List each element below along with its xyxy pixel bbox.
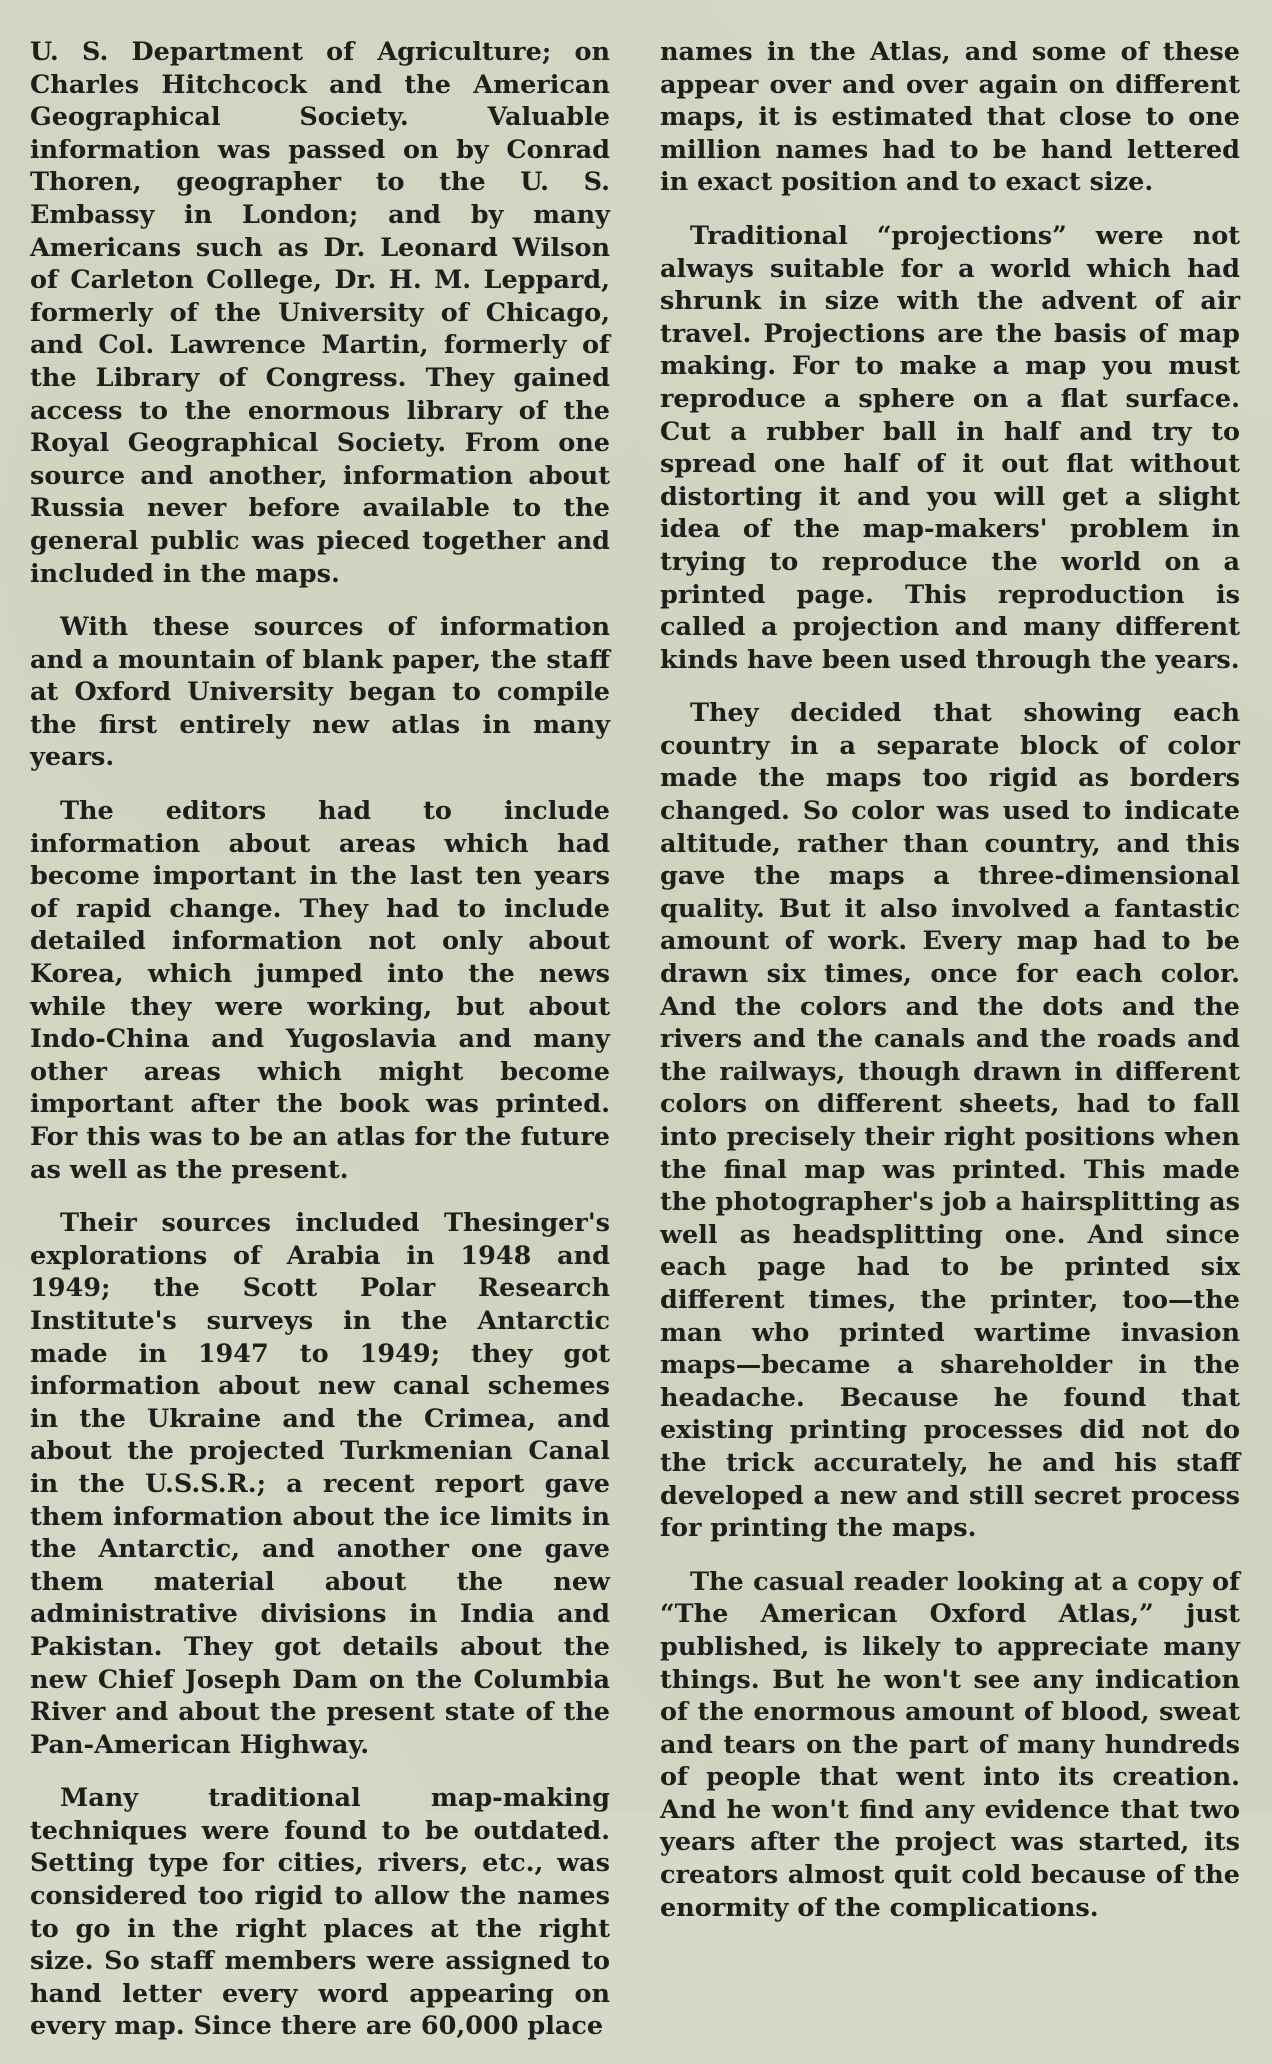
paragraph: Many traditional map-making techniques were found to be outdated. Setting type for cities, rivers, etc., was considered too rigid to allow the names to go in the right places at the right size. So staff members were assigned to hand letter every word appearing on every map. Since there are 60,000 place: [30, 1783, 610, 2042]
right-column: [660, 36, 1240, 1945]
paragraph: The editors had to include information about areas which had become important in the last ten years of rapid change. They had to include detailed information not only about Korea, which jumped into the news while they were working, but about Indo-China and Yugoslavia and many other areas which might become important after the book was printed. For this was to be an atlas for the future as well as the present.: [30, 796, 610, 1185]
paragraph: Traditional “projections” were not always suitable for a world which had shrunk in size with the advent of air travel. Projections are the basis of map making. For to make a map you must reproduce a sphere on a flat surface. Cut a rubber ball in half and try to spread one half of it out flat without distorting it and you will get a slight idea of the map-makers' problem in trying to reproduce the world on a printed page. This reproduction is called a projection and many different kinds have been used through the years.: [660, 220, 1240, 675]
paragraph: They decided that showing each country in a separate block of color made the maps too rigid as borders changed. So color was used to indicate altitude, rather than country, and this gave the maps a three-dimensional quality. But it also involved a fantastic amount of work. Every map had to be drawn six times, once for each color. And the colors and the dots and the rivers and the canals and the roads and the railways, though drawn in different colors on different sheets, had to fall into precisely their right positions when the final map was printed. This made the photographer's job a hairsplitting as well as headsplitting one. And since each page had to be printed six different times, the printer, too—the man who printed wartime invasion maps—became a shareholder in the headache. Because he found that existing printing processes did not do the trick accurately, he and his staff developed a new and still secret process for printing the maps.: [660, 698, 1240, 1544]
left-column: [30, 36, 610, 2064]
paragraph: The casual reader looking at a copy of “The American Oxford Atlas,” just published, is likely to appreciate many things. But he won't see any indication of the enormous amount of blood, sweat and tears on the part of many hundreds of people that went into its creation. And he won't find any evidence that two years after the project was started, its creators almost quit cold because of the enormity of the complications.: [660, 1566, 1240, 1923]
paragraph: Their sources included Thesinger's explorations of Arabia in 1948 and 1949; the Scott Polar Research Institute's surveys in the Antarctic made in 1947 to 1949; they got information about new canal schemes in the Ukraine and the Crimea, and about the projected Turkmenian Canal in the U.S.S.R.; a recent report gave them information about the ice limits in the Antarctic, and another one gave them material about the new administrative divisions in India and Pakistan. They got details about the new Chief Joseph Dam on the Columbia River and about the present state of the Pan-American Highway.: [30, 1208, 610, 1760]
paragraph: names in the Atlas, and some of these appear over and over again on different maps, it is estimated that close to one million names had to be hand lettered in exact position and to exact size.: [660, 37, 1240, 198]
paragraph: With these sources of information and a mountain of blank paper, the staff at Oxford University began to compile the first entirely new atlas in many years.: [30, 612, 610, 773]
paragraph: U. S. Department of Agriculture; on Charles Hitchcock and the American Geographical Society. Valuable information was passed on by Conrad Thoren, geographer to the U. S. Embassy in London; and by many Americans such as Dr. Leonard Wilson of Carleton College, Dr. H. M. Leppard, formerly of the University of Chicago, and Col. Lawrence Martin, formerly of the Library of Congress. They gained access to the enormous library of the Royal Geographical Society. From one source and another, information about Russia never before available to the general public was pieced together and included in the maps.: [30, 37, 610, 589]
